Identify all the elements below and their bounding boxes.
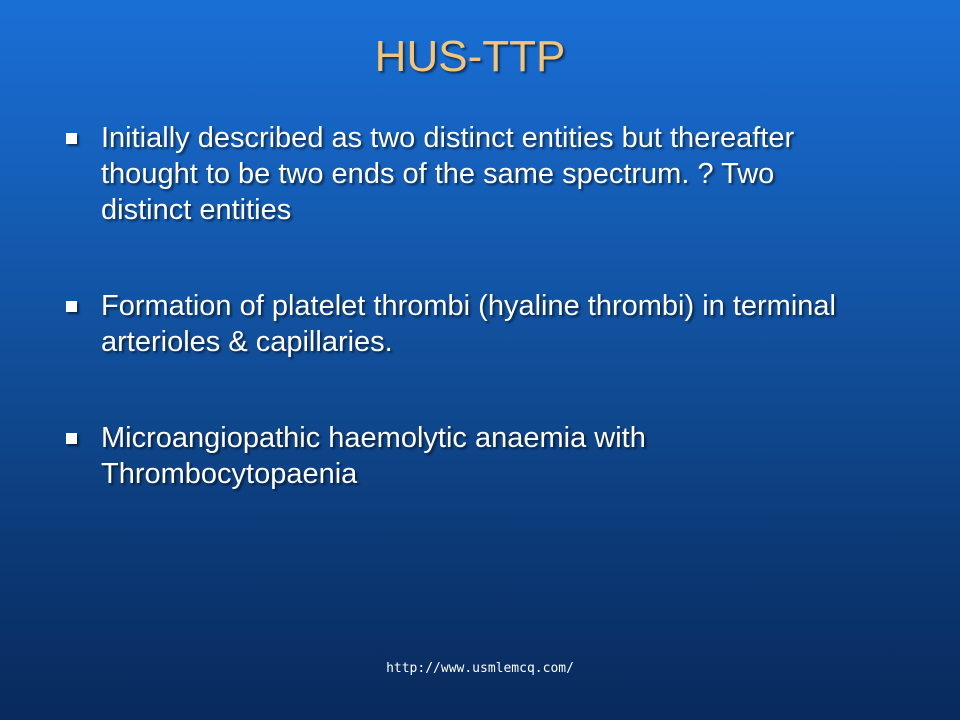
square-bullet-icon [66,133,77,144]
bullet-text: Formation of platelet thrombi (hyaline thrombi) in terminal arterioles & capillaries. [101,290,836,358]
bullet-list [62,120,862,492]
bullet-text: Microangiopathic haemolytic anaemia with Thrombocytopaenia [101,422,646,490]
footer-url: http://www.usmlemcq.com/ [386,661,574,676]
bullet-item [62,420,862,492]
square-bullet-icon [66,301,77,312]
slide-title: HUS-TTP [374,32,566,81]
bullet-item [62,288,862,360]
square-bullet-icon [66,433,77,444]
bullet-item [62,120,862,228]
bullet-text: Initially described as two distinct entities but thereafter thought to be two ends of the same spectrum. ? Two distinct entities [101,122,795,226]
